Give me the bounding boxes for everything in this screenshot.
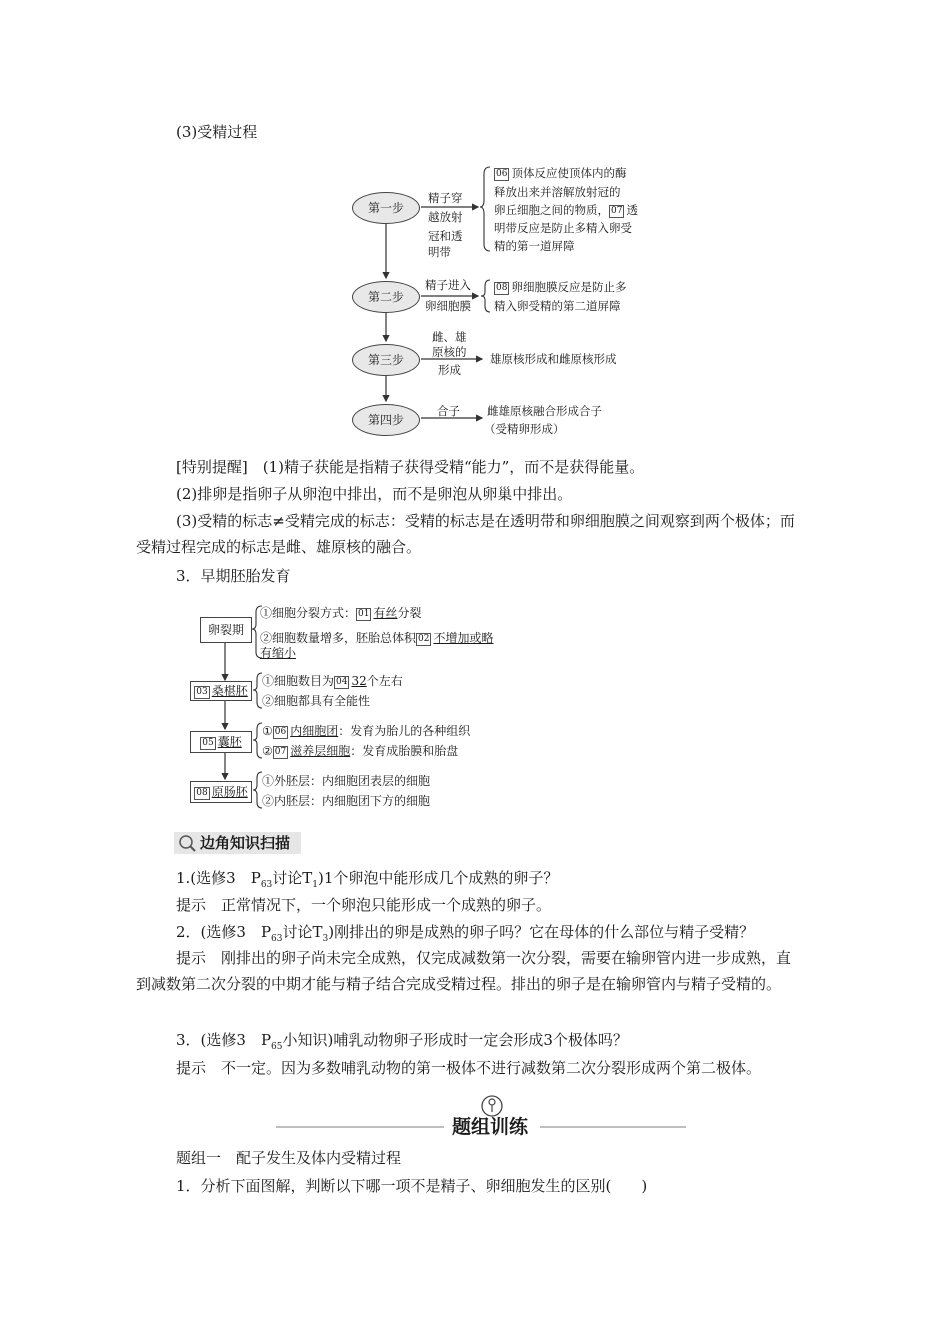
step3-label-2: 原核的 (432, 345, 467, 359)
q-text: 2．(选修3 P (176, 923, 272, 941)
step2-desc-text: 卵细胞膜反应是防止多 (511, 280, 627, 294)
section-title-early-embryo: 3．早期胚胎发育 (176, 567, 291, 585)
morula-item-1 (262, 673, 403, 689)
q-text: 3．(选修3 P (176, 1031, 272, 1049)
item-text: 分裂 (397, 606, 422, 620)
q-sub: 3 (322, 934, 329, 944)
reminder-p2: (2)排卵是指卵子从卵泡中排出，而不是卵泡从卵巢中排出。 (176, 485, 573, 503)
corner-a3: 提示 不一定。因为多数哺乳动物的第一极体不进行减数第二次分裂形成两个第二极体。 (176, 1059, 762, 1077)
gastrula-item-2: ②内胚层：内细胞团下方的细胞 (262, 794, 431, 808)
num-badge: 06 (496, 169, 508, 179)
step1-label-4: 明带 (428, 245, 451, 259)
corner-q3 (176, 1030, 628, 1057)
step2-label-1: 精子进入 (425, 278, 471, 292)
q-text: 讨论T (272, 869, 313, 887)
item-text: ：发育成胎膜和胎盘 (350, 744, 459, 758)
q-sub: 65 (271, 1042, 283, 1052)
q-sub: 1 (312, 880, 319, 890)
stage-box-gastrula (190, 781, 252, 803)
num-badge: 05 (202, 738, 214, 748)
reminder-p1: [特别提醒] (1)精子获能是指精子获得受精“能力”，而不是获得能量。 (176, 458, 645, 476)
stage-label: 囊胚 (217, 735, 242, 749)
reminder-p3: (3)受精的标志≠受精完成的标志：受精的标志是在透明带和卵细胞膜之间观察到两个极体；而受精过程完成的标志是雌、雄原核的融合。 (136, 512, 795, 556)
answer-text: 滋养层细胞 (290, 744, 351, 758)
step4-label: 合子 (437, 404, 460, 418)
corner-q1 (176, 868, 558, 895)
step3-desc: 雄原核形成和雌原核形成 (490, 352, 617, 366)
num-badge: 08 (196, 788, 208, 798)
step2-desc-line1 (494, 278, 626, 297)
cleavage-item-2-cont: 有缩小 (260, 646, 297, 660)
step1-desc-line1 (494, 164, 626, 183)
answer-text: 不增加或略 (433, 631, 494, 645)
cleavage-item-1 (260, 605, 422, 621)
num-badge: 06 (274, 727, 287, 737)
num-badge: 07 (611, 206, 623, 216)
gastrula-item-1: ①外胚层：内细胞团表层的细胞 (262, 774, 431, 788)
step1-desc-line5: 精的第一道屏障 (494, 239, 575, 253)
corner-a1: 提示 正常情况下，一个卵泡只能形成一个成熟的卵子。 (176, 896, 552, 914)
stage-box-cleavage: 卵裂期 (200, 617, 252, 643)
q-sub: 63 (271, 934, 283, 944)
item-text: ① (262, 724, 273, 738)
stage-box-morula (190, 681, 252, 701)
step-oval-1: 第一步 (352, 192, 420, 224)
num-badge: 03 (196, 687, 208, 697)
step1-label-1: 精子穿 (428, 191, 463, 205)
training-group-title: 题组一 配子发生及体内受精过程 (176, 1149, 402, 1167)
cleavage-item-2 (260, 630, 493, 646)
item-text: ②细胞数量增多，胚胎总体积 (260, 631, 417, 645)
answer-text: 内细胞团 (290, 724, 339, 738)
answer-text: 32 (351, 674, 367, 688)
q-text: )刚排出的卵是成熟的卵子吗？它在母体的什么部位与精子受精？ (328, 923, 755, 941)
item-text: ①细胞分裂方式： (260, 606, 357, 620)
step1-desc-line4: 明带反应是防止多精入卵受 (494, 221, 632, 235)
step1-label-2: 越放射 (428, 210, 463, 224)
corner-heading-title: 边角知识扫描 (200, 834, 291, 852)
num-badge: 01 (358, 609, 370, 619)
q-text: 小知识)哺乳动物卵子形成时一定会形成3个极体吗？ (282, 1031, 628, 1049)
section-title-fertilization: (3)受精过程 (176, 123, 258, 141)
step-oval-2: 第二步 (352, 281, 420, 313)
step3-label-1: 雌、雄 (432, 330, 467, 344)
training-question-1: 1．分析下面图解，判断以下哪一项不是精子、卵细胞发生的区别( ) (176, 1177, 648, 1195)
step3-label-3: 形成 (438, 363, 461, 377)
item-text: 个左右 (366, 674, 403, 688)
item-text: ② (262, 744, 273, 758)
num-badge: 07 (274, 747, 287, 757)
num-badge: 08 (496, 283, 508, 293)
blastocyst-item-2 (262, 743, 458, 759)
morula-item-2: ②细胞都具有全能性 (262, 694, 371, 708)
step1-label-3: 冠和透 (428, 229, 463, 243)
step2-desc-line2: 精入卵受精的第二道屏障 (494, 299, 621, 313)
num-badge: 04 (336, 677, 348, 687)
step4-desc-line1: 雌雄原核融合形成合子 (487, 404, 602, 418)
step-oval-4: 第四步 (352, 404, 420, 436)
num-badge: 02 (418, 634, 430, 644)
step-oval-3: 第三步 (352, 344, 420, 376)
stage-label: 桑椹胚 (211, 684, 248, 698)
item-text: ①细胞数目为 (262, 674, 335, 688)
q-text: 1.(选修3 P (176, 869, 261, 887)
step2-label-2: 卵细胞膜 (425, 299, 471, 313)
item-text: ：发育为胎儿的各种组织 (338, 724, 471, 738)
training-title: 题组训练 (452, 1116, 529, 1138)
step1-desc-line3 (494, 201, 638, 220)
q-text: )1个卵泡中能形成几个成熟的卵子？ (318, 869, 559, 887)
step1-desc-text: 卵丘细胞之间的物质， (494, 203, 609, 217)
step1-desc-text: 顶体反应使顶体内的酶 (511, 166, 627, 180)
step1-desc-text: 透 (626, 203, 638, 217)
stage-box-blastocyst (190, 731, 252, 753)
corner-heading-bar (174, 832, 301, 854)
q-text: 讨论T (282, 923, 323, 941)
stage-label: 原肠胚 (211, 785, 248, 799)
q-sub: 63 (260, 880, 273, 890)
answer-text: 有丝 (373, 606, 398, 620)
step4-desc-line2: （受精卵形成） (484, 422, 565, 436)
corner-a2: 提示 刚排出的卵子尚未完全成熟，仅完成减数第一次分裂，需要在输卵管内进一步成熟，直到减数第二次分裂的中期才能与精子结合完成受精过程。排出的卵子是在输卵管内与精子受精的。 (136, 949, 792, 993)
magnifier-icon (176, 832, 198, 854)
blastocyst-item-1 (262, 723, 470, 739)
step1-desc-line2: 释放出来并溶解放射冠的 (494, 185, 621, 199)
